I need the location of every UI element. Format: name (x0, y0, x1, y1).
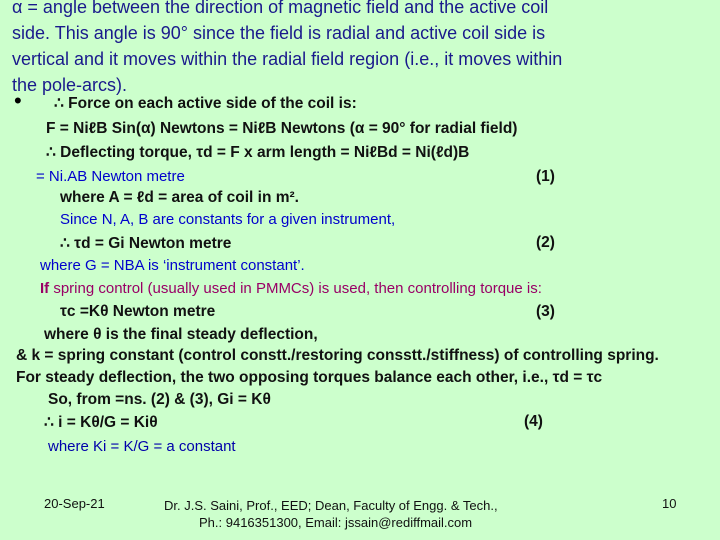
constants-line: Since N, A, B are constants for a given instrument, (60, 211, 396, 228)
equation-number-1: (1) (536, 168, 555, 185)
footer-page-number: 10 (662, 496, 677, 511)
footer-contact: Ph.: 9416351300, Email: jssain@rediffmail.com (199, 515, 473, 530)
force-equation: F = NiℓB Sin(α) Newtons = NiℓB Newtons (α = 90° for radial field) (46, 120, 518, 137)
force-line: ∴ Force on each active side of the coil is: (54, 95, 357, 112)
equation-number-3: (3) (536, 303, 555, 320)
current-equation: ∴ i = Kθ/G = Kiθ (44, 414, 158, 431)
steady-deflection-line: For steady deflection, the two opposing torques balance each other, i.e., τd = τc (16, 369, 603, 386)
intro-line-1: α = angle between the direction of magnetic field and the active coil (12, 0, 549, 17)
ki-line: where Ki = K/G = a constant (48, 438, 236, 455)
tc-line: τc =Kθ Newton metre (60, 303, 216, 320)
intro-line-4: the pole-arcs). (12, 75, 128, 95)
spring-constant-line: & k = spring constant (control constt./restoring consstt./stiffness) of controlling spring. (16, 347, 659, 364)
theta-line: where θ is the final steady deflection, (44, 326, 318, 343)
footer-date: 20-Sep-21 (44, 496, 105, 511)
footer-author: Dr. J.S. Saini, Prof., EED; Dean, Faculty of Engg. & Tech., (164, 498, 498, 513)
equation-number-4: (4) (524, 413, 543, 430)
gi-line: ∴ τd = Gi Newton metre (60, 235, 232, 252)
so-line: So, from =ns. (2) & (3), Gi = Kθ (48, 391, 271, 408)
bullet-icon: • (14, 88, 22, 113)
intro-line-2: side. This angle is 90° since the field is radial and active coil side is (12, 23, 546, 43)
if-word: If (40, 280, 50, 297)
area-line: where A = ℓd = area of coil in m². (60, 189, 299, 206)
equation-number-2: (2) (536, 234, 555, 251)
niab-line: = Ni.AB Newton metre (36, 168, 185, 185)
spring-control-line (40, 280, 542, 297)
spring-control-text: spring control (usually used in PMMCs) is used, then controlling torque is: (49, 280, 542, 297)
intro-line-3: vertical and it moves within the radial field region (i.e., it moves within (12, 49, 563, 69)
torque-equation: ∴ Deflecting torque, τd = F x arm length = NiℓBd = Ni(ℓd)B (46, 144, 470, 161)
g-definition-line: where G = NBA is ‘instrument constant’. (40, 257, 305, 274)
